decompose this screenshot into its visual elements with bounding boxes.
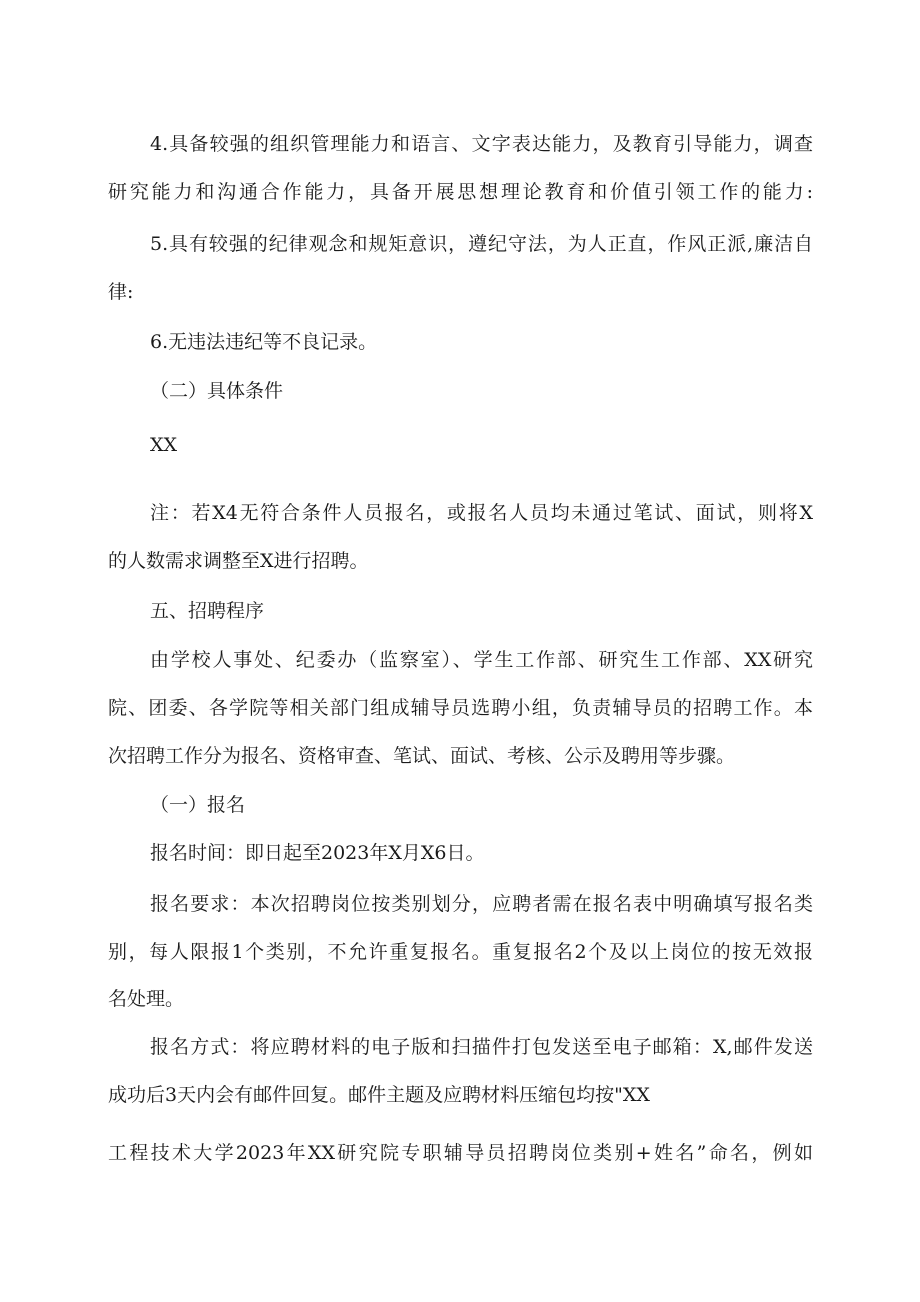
- paragraph-line: 由学校人事处、纪委办（监察室）、学生工作部、研究生工作部、XX研究: [150, 649, 813, 671]
- paragraph-line: 报名方式：将应聘材料的电子版和扫描件打包发送至电子邮箱：X,邮件发送: [150, 1036, 813, 1058]
- section-heading: 五、招聘程序: [150, 600, 265, 622]
- note-line: 的人数需求调整至X进行招聘。: [108, 550, 369, 572]
- paragraph-line: 6.无违法违纪等不良记录。: [150, 331, 378, 353]
- paragraph-line: 院、团委、各学院等相关部门组成辅导员选聘小组，负责辅导员的招聘工作。本: [108, 697, 813, 719]
- section-heading: （二）具体条件: [150, 380, 284, 402]
- paragraph-line: 次招聘工作分为报名、资格审查、笔试、面试、考核、公示及聘用等步骤。: [108, 745, 736, 767]
- paragraph-line: 4.具备较强的组织管理能力和语言、文字表达能力，及教育引导能力，调查: [150, 133, 813, 155]
- paragraph-line: 报名时间：即日起至2023年X月X6日。: [150, 842, 485, 864]
- section-heading: （一）报名: [150, 794, 246, 816]
- paragraph-line: 律:: [108, 281, 134, 303]
- paragraph-line: 名处理。: [108, 988, 185, 1010]
- paragraph-line: XX: [150, 434, 178, 456]
- paragraph-line: 工程技术大学2023年XX研究院专职辅导员招聘岗位类别+姓名”命名，例如: [108, 1142, 813, 1164]
- paragraph-line: 报名要求：本次招聘岗位按类别划分，应聘者需在报名表中明确填写报名类: [150, 893, 813, 915]
- paragraph-line: 研究能力和沟通合作能力，具备开展思想理论教育和价值引领工作的能力:: [108, 181, 813, 203]
- paragraph-line: 别，每人限报1个类别，不允许重复报名。重复报名2个及以上岗位的按无效报: [108, 941, 813, 963]
- paragraph-line: 成功后3天内会有邮件回复。邮件主题及应聘材料压缩包均按"XX: [108, 1084, 650, 1106]
- note-line: 注：若X4无符合条件人员报名，或报名人员均未通过笔试、面试，则将X: [150, 502, 813, 524]
- paragraph-line: 5.具有较强的纪律观念和规矩意识，遵纪守法，为人正直，作风正派,廉洁自: [150, 233, 813, 255]
